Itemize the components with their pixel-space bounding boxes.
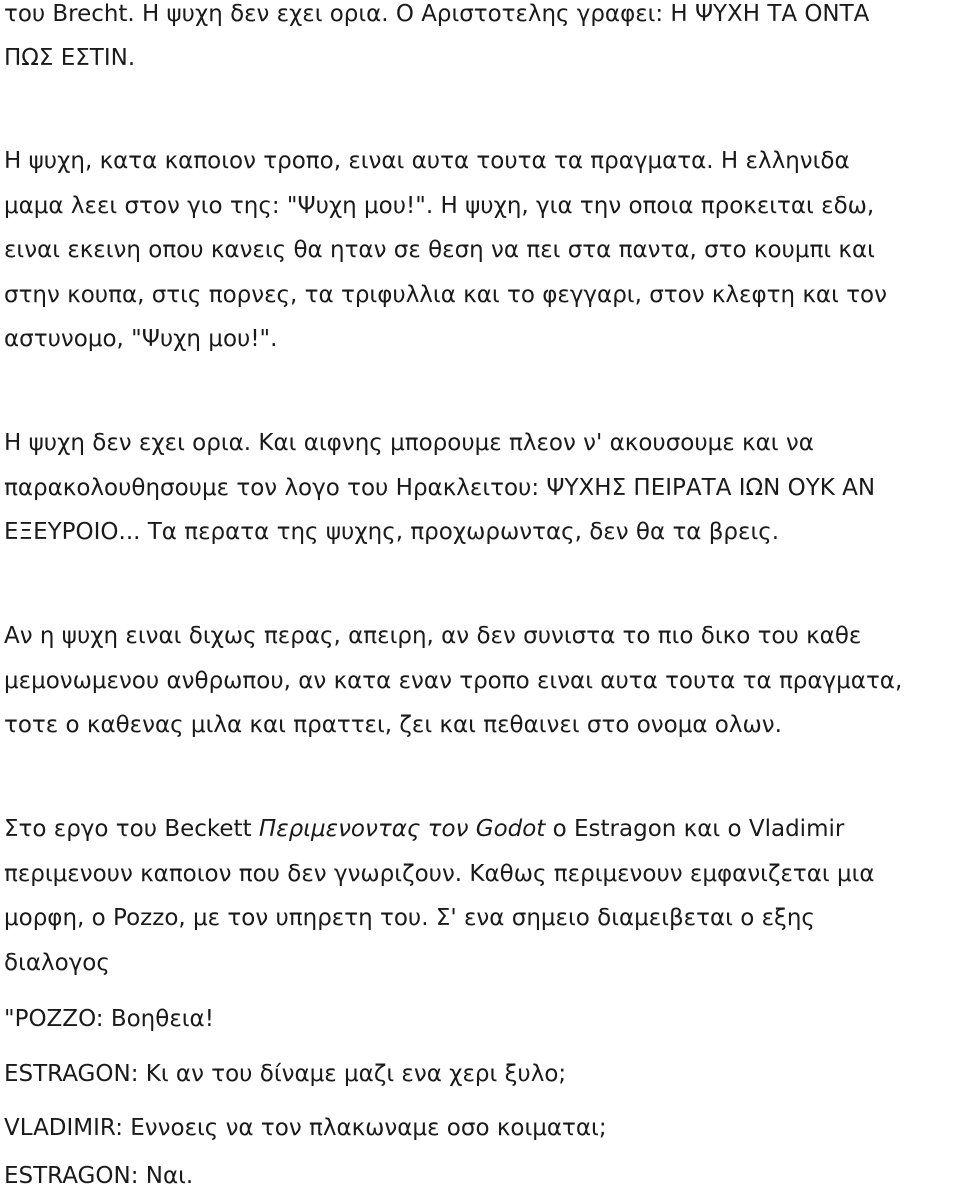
p2-line5: αστυνομο, "Ψυχη μου!". — [4, 326, 278, 352]
dialogue-line: ESTRAGON: Κι αν του δίναμε μαζι ενα χερι ξυλο; — [4, 1061, 567, 1087]
p4-line1: Αν η ψυχη ειναι διχως περας, απειρη, αν δεν συνιστα το πιο δικο του καθε — [4, 623, 862, 649]
p5-line1-post: ο Estragon και ο Vladimir — [552, 816, 845, 842]
p5-line1-pre: Στο εργο του Beckett — [4, 816, 252, 842]
p2-line2: μαμα λεει στον γιο της: "Ψυχη μου!". Η ψυχη, για την οποια προκειται εδω, — [4, 193, 875, 219]
p4-line2: μεμονωμενου ανθρωπου, αν κατα εναν τροπο ειναι αυτα τουτα τα πραγματα, — [4, 668, 903, 694]
dialogue-line: "POZZO: Βοηθεια! — [4, 1006, 214, 1032]
p4-line3: τοτε ο καθενας μιλα και πραττει, ζει και πεθαινει στο ονομα ολων. — [4, 712, 782, 738]
p5-line3: μορφη, ο Pozzo, με τον υπηρετη του. Σ' ενα σημειο διαμειβεται ο εξης — [4, 905, 815, 931]
p3-line1: Η ψυχη δεν εχει ορια. Και αιφνης μπορουμε πλεον ν' ακουσουμε και να — [4, 430, 814, 456]
p1-line1-text: του Brecht. Η ψυχη δεν εχει ορια. Ο Αριστοτελης γραφει: Η ΨΥΧΗ ΤΑ ΟΝΤΑ — [4, 1, 870, 27]
p1-line2: ΠΩΣ ΕΣΤΙΝ. — [4, 45, 136, 71]
p5-line2: περιμενουν καποιον που δεν γνωριζουν. Καθως περιμενουν εμφανιζεται μια — [4, 861, 875, 887]
p1-line1 — [4, 0, 954, 28]
dialogue-line: VLADIMIR: Εννοεις να τον πλακωναμε οσο κοιμαται; — [4, 1115, 607, 1141]
p3-line2: παρακολουθησουμε τον λογο του Ηρακλειτου: ΨΥΧΗΣ ΠΕΙΡΑΤΑ ΙΩΝ ΟΥΚ ΑΝ — [4, 475, 876, 501]
p2-line3: ειναι εκεινη οπου κανεις θα ηταν σε θεση να πει στα παντα, στο κουμπι και — [4, 237, 875, 263]
p2-line1: Η ψυχη, κατα καποιον τροπο, ειναι αυτα τουτα τα πραγματα. Η ελληνιδα — [4, 148, 850, 174]
p2-line4: στην κουπα, στις πορνες, τα τριφυλλια και το φεγγαρι, στον κλεφτη και τον — [4, 282, 887, 308]
p5-line1 — [4, 815, 844, 843]
p3-line3: ΕΞΕΥΡΟΙΟ... Τα περατα της ψυχης, προχωρωντας, δεν θα τα βρεις. — [4, 519, 780, 545]
play-title: Περιμενοντας τον Godot — [258, 816, 546, 842]
p5-line4: διαλογος — [4, 950, 110, 976]
dialogue-line: ESTRAGON: Ναι. — [4, 1163, 194, 1189]
